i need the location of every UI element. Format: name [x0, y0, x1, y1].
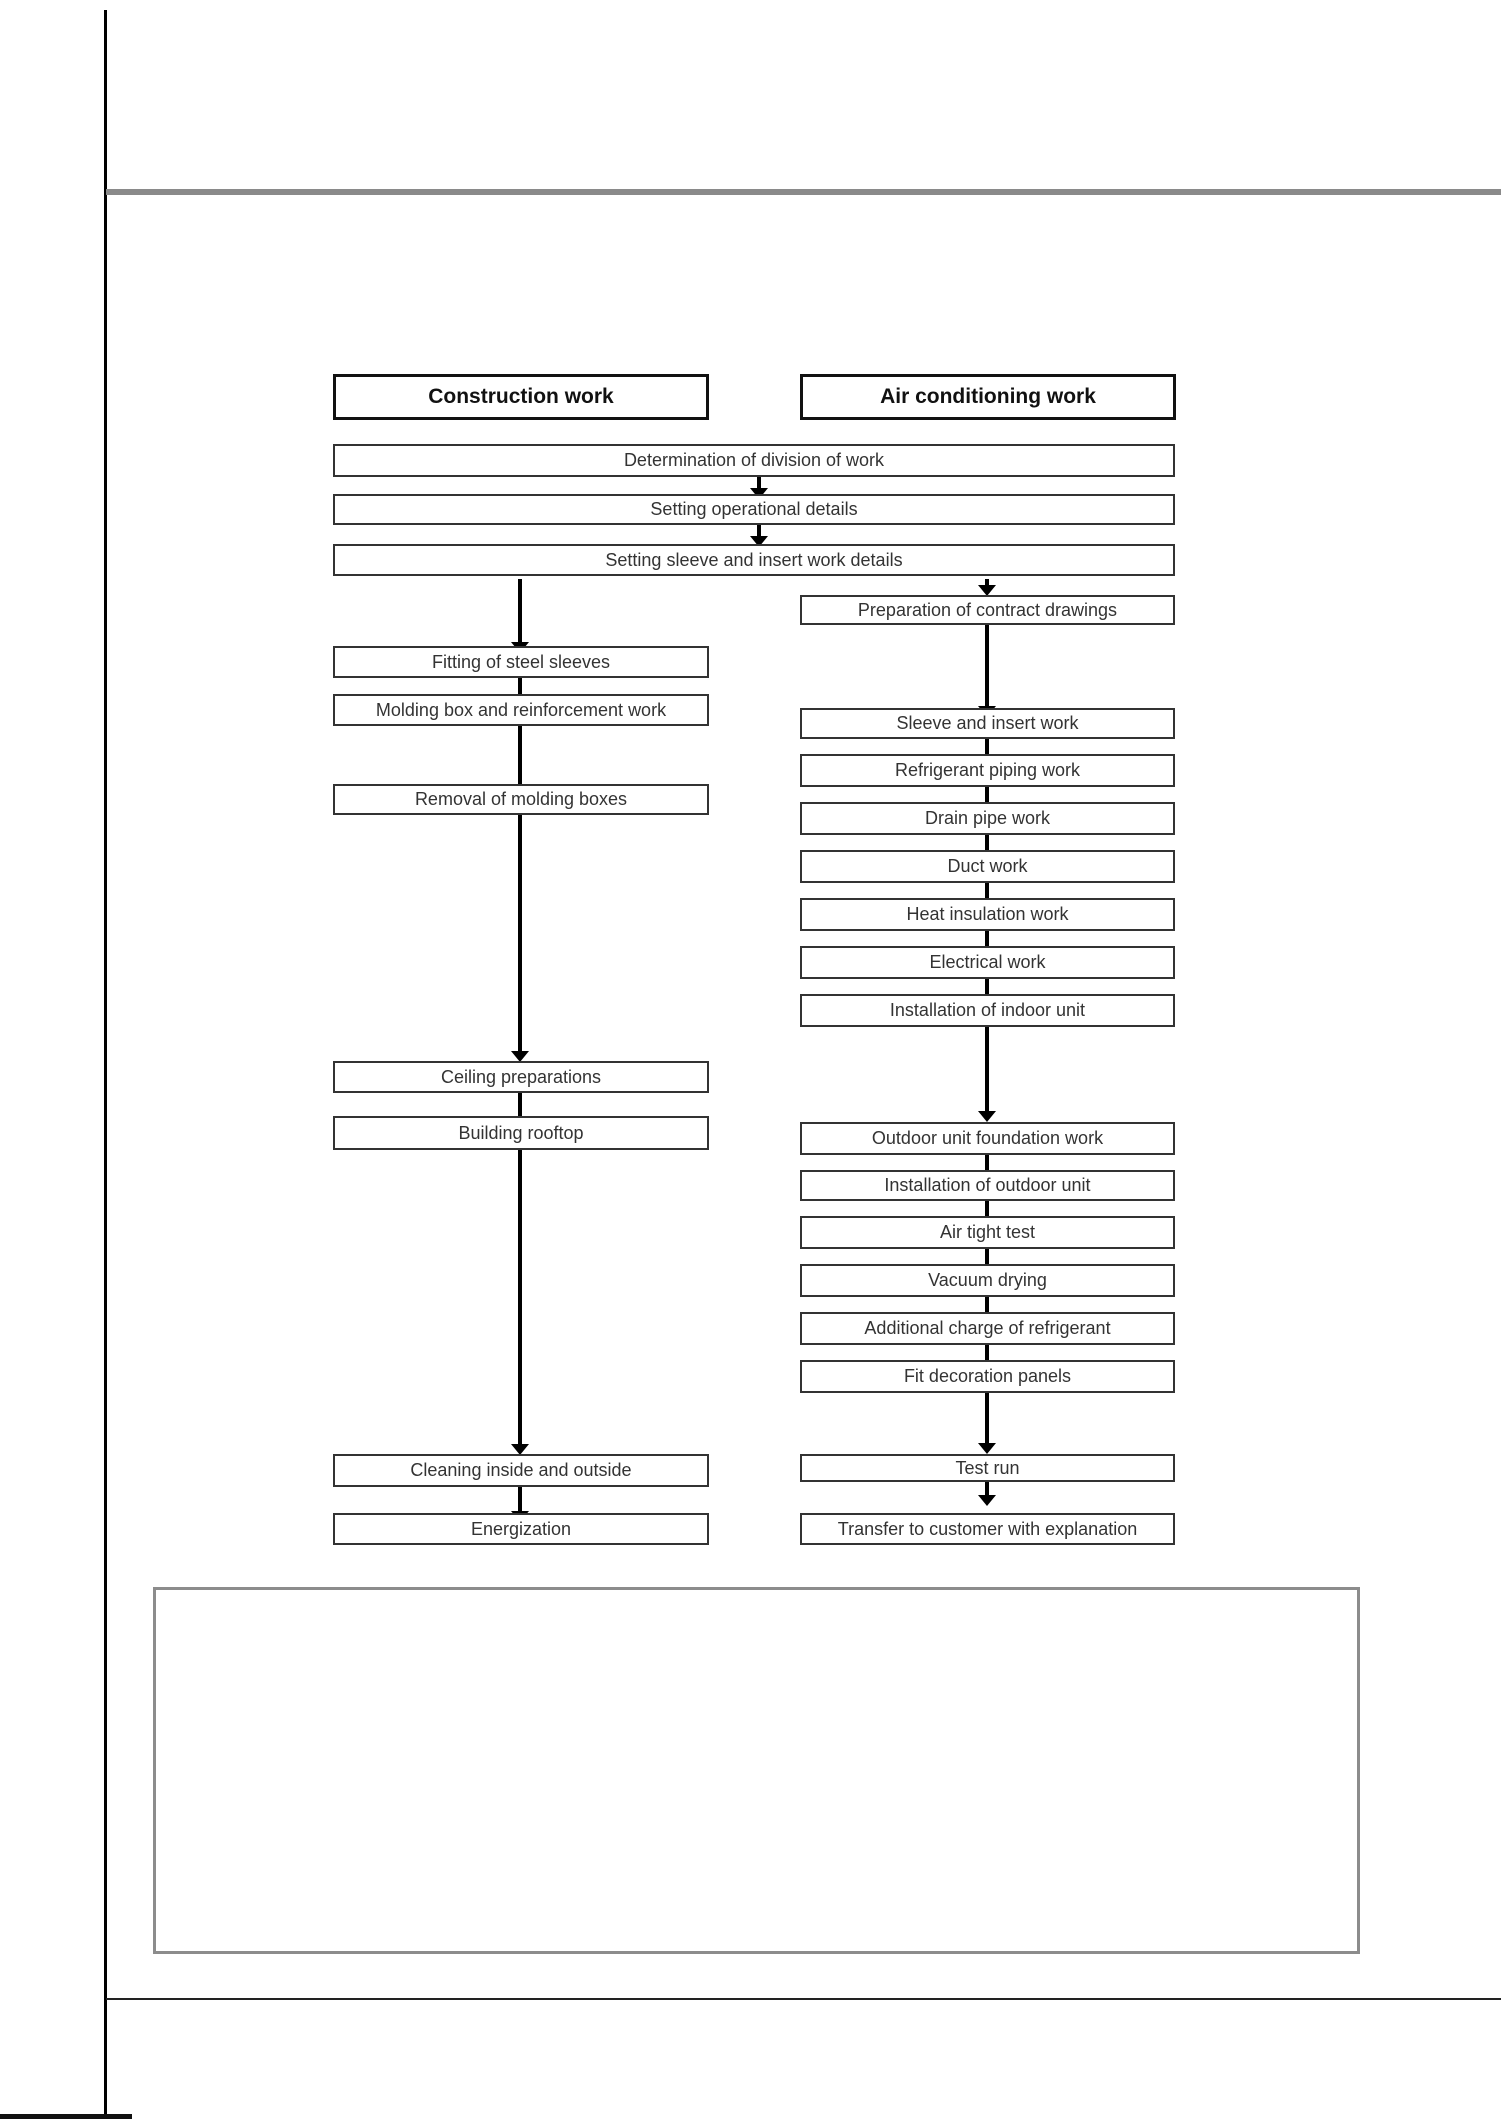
step-test-run: Test run [800, 1454, 1175, 1482]
step-electrical-work: Electrical work [800, 946, 1175, 979]
step-fitting-steel-sleeves: Fitting of steel sleeves [333, 646, 709, 678]
crop-mark [0, 2114, 132, 2119]
step-sleeve-insert-work: Sleeve and insert work [800, 708, 1175, 739]
step-vacuum-drying: Vacuum drying [800, 1264, 1175, 1297]
step-heat-insulation: Heat insulation work [800, 898, 1175, 931]
step-removal-molding-boxes: Removal of molding boxes [333, 784, 709, 815]
step-contract-drawings: Preparation of contract drawings [800, 595, 1175, 625]
air-conditioning-work-header: Air conditioning work [800, 374, 1176, 420]
step-operational-details: Setting operational details [333, 494, 1175, 525]
step-install-outdoor-unit: Installation of outdoor unit [800, 1170, 1175, 1201]
step-building-rooftop: Building rooftop [333, 1116, 709, 1150]
step-transfer-to-customer: Transfer to customer with explanation [800, 1513, 1175, 1545]
construction-work-header: Construction work [333, 374, 709, 420]
step-molding-box-reinforcement: Molding box and reinforcement work [333, 694, 709, 726]
step-refrigerant-piping: Refrigerant piping work [800, 754, 1175, 787]
step-ceiling-preparations: Ceiling preparations [333, 1061, 709, 1093]
step-cleaning-inside-outside: Cleaning inside and outside [333, 1454, 709, 1487]
step-division-of-work: Determination of division of work [333, 444, 1175, 477]
arrow-down-icon [978, 1443, 996, 1454]
step-air-tight-test: Air tight test [800, 1216, 1175, 1249]
note-frame [153, 1587, 1360, 1954]
step-outdoor-foundation: Outdoor unit foundation work [800, 1122, 1175, 1155]
step-sleeve-insert-details: Setting sleeve and insert work details [333, 544, 1175, 576]
arrow-down-icon [978, 1495, 996, 1506]
step-install-indoor-unit: Installation of indoor unit [800, 994, 1175, 1027]
step-drain-pipe: Drain pipe work [800, 802, 1175, 835]
step-additional-charge: Additional charge of refrigerant [800, 1312, 1175, 1345]
step-duct-work: Duct work [800, 850, 1175, 883]
step-decoration-panels: Fit decoration panels [800, 1360, 1175, 1393]
arrow-down-icon [978, 1111, 996, 1122]
step-energization: Energization [333, 1513, 709, 1545]
